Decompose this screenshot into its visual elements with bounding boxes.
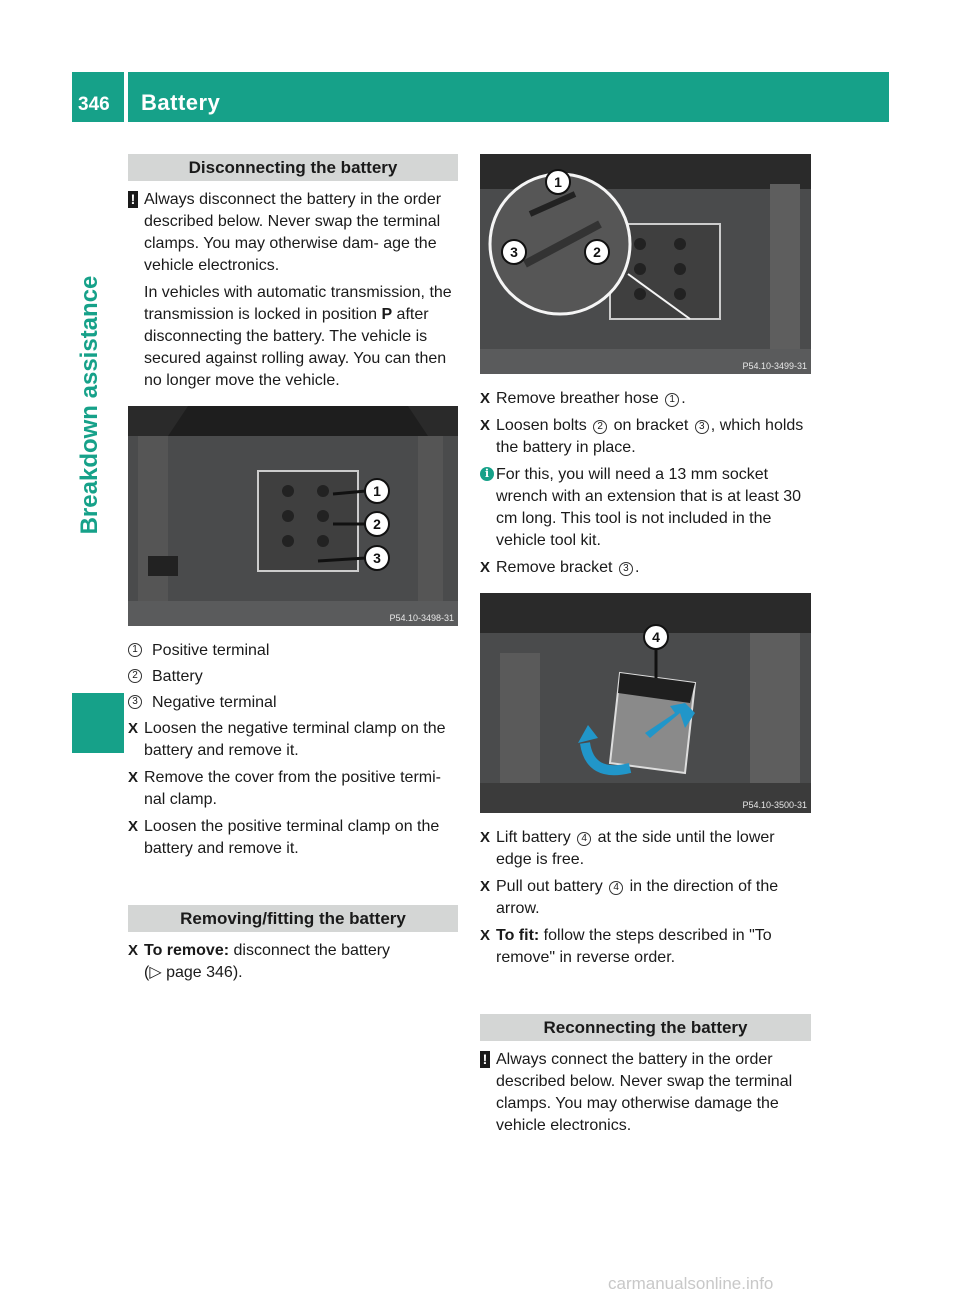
step-item [128,718,458,762]
warning-paragraph [128,189,458,277]
step-text: Lift battery [496,829,576,846]
step-item [480,876,811,920]
callout-3: 3 [510,244,518,260]
step-label: To remove: [144,942,230,959]
step-text: Loosen bolts [496,417,592,434]
step-icon: X [128,720,139,737]
section-reconnect-title: Reconnecting the battery [480,1014,811,1041]
warning-text-2a: In vehicles with automatic transmission, the transmission is locked in position [144,284,452,323]
warning-text: Always disconnect the battery in the order described below. Never swap the terminal clamps. You may otherwise dam- age the vehicle electronics. [144,191,442,274]
ref-number-3: 3 [695,420,709,434]
step-item [480,827,811,871]
info-icon: i [480,467,494,481]
step-item [128,940,458,984]
left-column [128,154,458,989]
step-text: follow the steps described in "To remove" in reverse order. [496,927,772,966]
side-chapter-text: Breakdown assistance [76,275,103,535]
info-text: For this, you will need a 13 mm socket wrench with an extension that is at least 30 cm long. This tool is not included in the vehicle tool kit. [496,466,802,549]
step-item [128,816,458,860]
side-tab [72,693,124,753]
step-icon: X [480,878,491,895]
image-code: P54.10-3500-31 [742,800,807,810]
park-position: P [381,306,393,323]
callout-2: 2 [373,516,381,532]
callout-1: 1 [373,483,381,499]
step-icon: X [128,769,139,786]
ref-number-4: 4 [577,832,591,846]
step-label: To fit: [496,927,540,944]
step-text: disconnect the battery [229,942,391,959]
step-text: Loosen the negative terminal clamp on the battery and remove it. [144,720,446,759]
ref-number-3: 3 [619,562,633,576]
step-item [480,415,811,459]
bracket-bolts-photo [480,154,811,374]
page-reference-link[interactable]: (▷ page 346). [144,964,243,981]
page-number: 346 [78,94,110,115]
step-text: Pull out battery [496,878,608,895]
step-text-end: , which holds the battery in place. [496,417,804,456]
watermark: carmanualsonline.info [608,1274,774,1293]
ref-number-1: 1 [665,393,679,407]
warning-paragraph-2 [128,282,458,392]
section-removing-title: Removing/fitting the battery [128,905,458,932]
callout-4: 4 [652,629,660,645]
warning-icon: ! [128,191,138,208]
step-text-mid: on bracket [609,417,693,434]
legend-item [128,692,458,714]
legend-number: 2 [128,669,142,683]
legend-number: 1 [128,643,142,657]
page-title: Battery [141,90,221,115]
step-text-end: . [681,390,686,407]
callout-3: 3 [373,550,381,566]
step-icon: X [480,927,491,944]
step-text-end: at the side until the lower edge is free. [496,829,775,868]
step-icon: X [480,390,491,407]
step-item [480,925,811,969]
header-divider [124,72,128,122]
step-item [480,388,811,410]
callout-2: 2 [593,244,601,260]
step-item [128,767,458,811]
step-text: Remove breather hose [496,390,664,407]
battery-removal-photo [480,593,811,813]
side-chapter-label [70,140,110,670]
image-code: P54.10-3498-31 [389,613,454,623]
step-item [480,557,811,579]
step-icon: X [480,829,491,846]
step-text: Remove the cover from the positive termi- nal clamp. [144,769,441,808]
step-icon: X [480,417,491,434]
step-icon: X [128,818,139,835]
step-text: Remove bracket [496,559,617,576]
warning-text: Always connect the battery in the order described below. Never swap the terminal clamps. You may otherwise damage the vehicle electronics. [496,1051,793,1134]
step-icon: X [480,559,491,576]
section-disconnect-title: Disconnecting the battery [128,154,458,181]
legend-text: Positive terminal [152,642,270,659]
legend-text: Battery [152,668,203,685]
warning-paragraph [480,1049,811,1137]
right-column [480,154,811,1142]
step-text-end: . [634,559,640,576]
step-text: Loosen the positive terminal clamp on the battery and remove it. [144,818,440,857]
step-text-end: in the direction of the arrow. [496,878,779,917]
ref-number-4: 4 [609,881,623,895]
legend-text: Negative terminal [152,694,277,711]
battery-terminals-photo [128,406,458,626]
legend-item [128,640,458,662]
warning-icon: ! [480,1051,490,1068]
image-code: P54.10-3499-31 [742,361,807,371]
legend-item [128,666,458,688]
step-icon: X [128,942,139,959]
callout-1: 1 [554,174,562,190]
ref-number-2: 2 [593,420,607,434]
info-paragraph [480,464,811,552]
legend-number: 3 [128,695,142,709]
warning-text-2c: after disconnecting the battery. The vehicle is secured against rolling away. You can then no longer move the vehicle. [144,306,447,389]
